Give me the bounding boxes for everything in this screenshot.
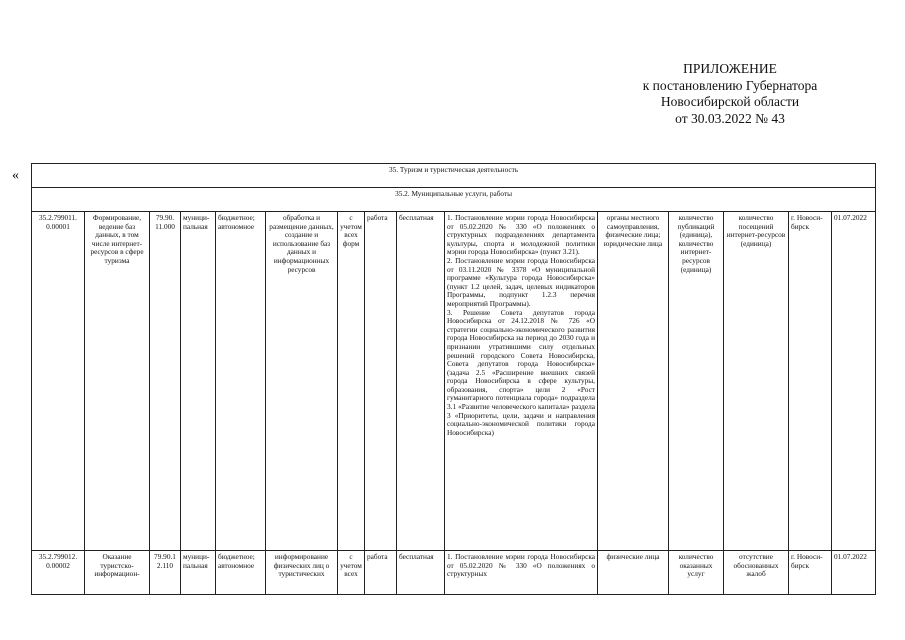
service-name: Формирование, ведение баз данных, в том числе интернет-ресурсов в сфере туризма (85, 212, 150, 551)
institution-type: бюджетное; автономное (216, 551, 266, 595)
appendix-title: ПРИЛОЖЕНИЕ (683, 61, 777, 76)
effective-date: 01.07.2022 (832, 212, 876, 551)
service-name: Оказание туристско-информацион- (85, 551, 150, 595)
consumers: физические лица (598, 551, 669, 595)
legal-act-item: 3. Решение Совета депутатов города Новосибирска от 24.12.2018 № 726 «О стратегии социально-экономического развития города Новосибирска на период до 2030 года и признании утратившими силу отдельных решений городского Совета Новосибирска, Совета депутатов города Новосибирска» (задача 2.5 «Расширение внешних связей города Новосибирска в сфере культуры, образования, спорта» цели 2 «Рост гуманитарного потенциала города» подраздела 3.1 «Развитие человеческого капитала» раздела 3 «Приоритеты, цели, задачи и направления социально-экономической политики города Новосибирска) (447, 307, 595, 437)
service-level: муници-пальная (181, 551, 216, 595)
effective-date: 01.07.2022 (832, 551, 876, 595)
legal-act-item: 1. Постановление мэрии города Новосибирска от 05.02.2020 № 330 «О положениях о структурных (447, 552, 595, 579)
section-title: 35. Туризм и туристическая деятельность (32, 164, 876, 188)
payment-type: бесплатная (397, 212, 445, 551)
city: г. Новоси-бирск (789, 551, 832, 595)
quality-indicators: количество публикаций (единица), количество интернет-ресурсов (единица) (669, 212, 724, 551)
service-conditions: с учетом всех форм (338, 212, 365, 551)
appendix-region: Новосибирской области (660, 94, 800, 109)
service-conditions: с учетом всех (338, 551, 365, 595)
subsection-title: 35.2. Муниципальные услуги, работы (32, 188, 876, 212)
legal-acts (445, 551, 598, 595)
legal-acts (445, 212, 598, 551)
payment-type: бесплатная (397, 551, 445, 595)
table-row (32, 212, 876, 551)
legal-act-item: 2. Постановление мэрии города Новосибирска от 03.11.2020 № 3378 «О муниципальной программе «Культура города Новосибирска» (пункт 1.2 целей, задач, целевых индикаторов Программы, подпункт 1.2.3 перечня мероприятий Программы). (447, 255, 595, 308)
legal-act-item: 1. Постановление мэрии города Новосибирска от 05.02.2020 № 330 «О положениях о структурных подразделениях департамента культуры, спорта и молодежной политики мэрии города Новосибирска» (пункт 3.21). (447, 213, 595, 257)
appendix-header (560, 61, 900, 127)
service-code: 35.2.799012. 0.00002 (32, 551, 85, 595)
appendix-resolution-ref: к постановлению Губернатора (642, 77, 818, 93)
service-content: информирование физических лиц о туристических (266, 551, 338, 595)
service-type: работа (365, 551, 397, 595)
okved-code: 79.90.1 2.110 (150, 551, 181, 595)
volume-indicators: отсутствие обоснованных жалоб (724, 551, 789, 595)
consumers: органы местного самоуправления, физические лица; юридические лица (598, 212, 669, 551)
section-row (32, 164, 876, 188)
service-level: муници-пальная (181, 212, 216, 551)
okved-code: 79.90. 11.000 (150, 212, 181, 551)
quality-indicators: количество оказанных услуг (669, 551, 724, 595)
appendix-date-number: от 30.03.2022 № 43 (675, 110, 785, 126)
service-code: 35.2.799011. 0.00001 (32, 212, 85, 551)
volume-indicators: количество посещений интернет-ресурсов (единица) (724, 212, 789, 551)
table-row (32, 551, 876, 595)
service-content: обработка и размещение данных, создание и использование баз данных и информационных ресурсов (266, 212, 338, 551)
service-type: работа (365, 212, 397, 551)
services-register-table (31, 163, 876, 595)
institution-type: бюджетное; автономное (216, 212, 266, 551)
opening-quote-mark: « (12, 168, 19, 183)
city: г. Новоси-бирск (789, 212, 832, 551)
subsection-row (32, 188, 876, 212)
